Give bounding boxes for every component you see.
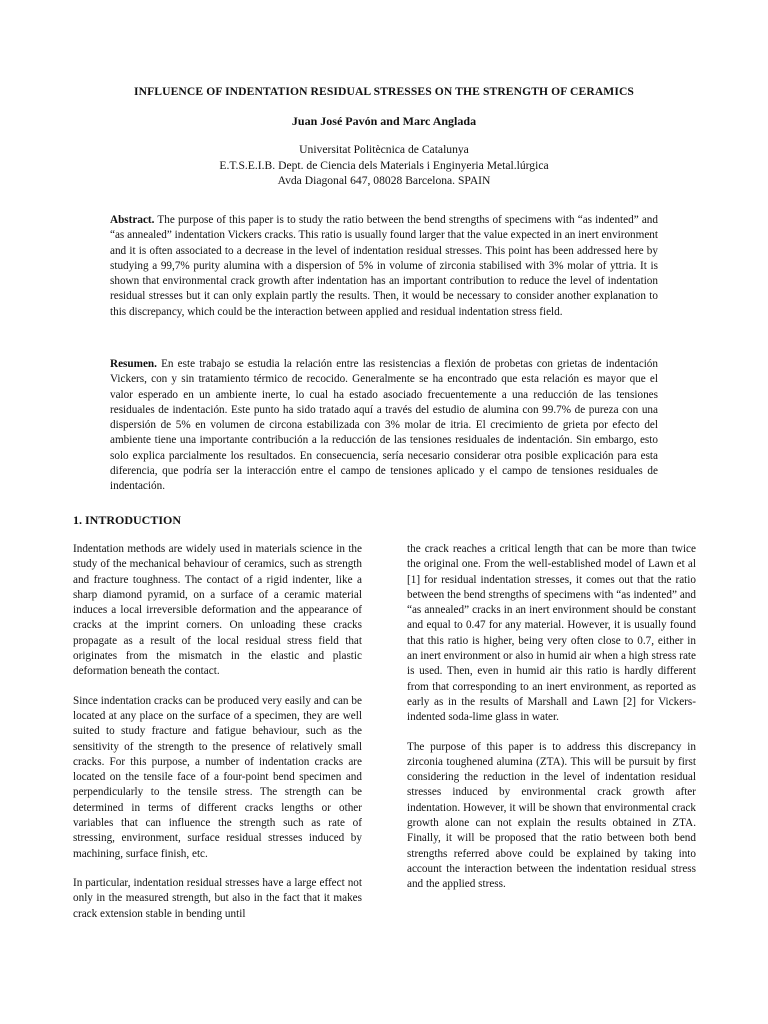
abstract-label: Abstract. [110,214,155,226]
paragraph: Indentation methods are widely used in materials science in the study of the mechanical behaviour of ceramics, such as strength and fracture toughness. The contact of a rigid indenter, like a sharp diamond pyramid, on a surface of a ceramic material induces a local irreversible deformation and the appearance of cracks at the imprint corners. On unloading these cracks propagate as a result of the local residual stress field that originates from the mismatch in the elastic and plastic deformation beneath the contact. [73,543,362,678]
resumen [110,357,658,495]
affiliation-department: E.T.S.E.I.B. Dept. de Ciencia dels Materials i Enginyeria Metal.lúrgica [219,158,549,172]
abstract-text: The purpose of this paper is to study the ratio between the bend strengths of specimens with “as indented” and “as annealed” indentation Vickers cracks. This ratio is usually found larger that the value expected in an inert environment and it is often associated to a decrease in the level of indentation residual stresses. This point has been addressed here by studying a 99,7% purity alumina with a dispersion of 5% in volume of zirconia stabilised with 3% molar of yttria. It is shown that environmental crack growth after indentation has an important contribution to reduce the level of indentation residual stresses but it can only explain partly the results. Then, it would be necessary to consider another explanation to this discrepancy, which could be the interaction between applied and residual indentation stress field. [110,214,658,318]
affiliation-university: Universitat Politècnica de Catalunya [299,143,469,156]
resumen-label: Resumen. [110,358,157,370]
right-column [407,542,696,907]
author-affiliation [60,142,708,189]
section-heading-introduction: 1. INTRODUCTION [73,513,182,527]
paragraph: The purpose of this paper is to address this discrepancy in zirconia toughened alumina (ZTA). This will be pursuit by first considering the reduction in the level of indentation residual stresses induced by environmental crack growth after indentation. However, it will be shown that environmental crack growth alone can not explain the results obtained in ZTA. Finally, it will be proposed that the ratio between both bend strengths referred above could be explained by taking into account the interaction between the indentation residual stress and the applied stress. [407,740,696,891]
paragraph: the crack reaches a critical length that can be more than twice the original one. From the well-established model of Lawn et al [1] for residual indentation stresses, it comes out that the ratio between the bend strengths of specimens with “as indented” and “as annealed” cracks in an inert environment should be constant and equal to 0.47 for any material. However, it is usually found that this ratio is higher, being very often close to 0.7, either in an inert environment or also in humid air when a high stress rate is used. Then, even in humid air this ratio is hardly different from that corresponding to an inert environment, as reported as early as in the results of Marshall and Lawn [2] for Vickers-indented soda-lime glass in water. [407,543,696,724]
left-column [73,542,362,936]
affiliation-address: Avda Diagonal 647, 08028 Barcelona. SPAIN [277,174,491,187]
resumen-text: En este trabajo se estudia la relación entre las resistencias a flexión de probetas con grietas de indentación Vickers, con y sin tratamiento térmico de recocido. Generalmente se ha encontrado que esta relación es mayor que el valor esperado en un ambiente inerte, lo cual ha estado asociado frecuentemente a una reducción de las tensiones residuales de indentación. Este punto ha sido tratado aquí a través del estudio de alumina con 99.7% de pureza con una dispersión de 5% en volumen de circona estabilizada con 3% molar de itria. El crecimiento de grieta por efecto del ambiente tiene una importante contribución a la reducción de las tensiones residuales de indentación. Sin embargo, esto solo explica parcialmente los resultados. En consecuencia, sería necesario considerar otra posible explicación para esta diferencia, que podría ser la interacción entre el campo de tensiones aplicado y el campo de tensiones residuales de indentación. [110,358,658,493]
abstract [110,213,658,320]
paper-authors: Juan José Pavón and Marc Anglada [291,114,477,128]
paper-title: INFLUENCE OF INDENTATION RESIDUAL STRESSES ON THE STRENGTH OF CERAMICS [134,85,634,98]
paragraph: Since indentation cracks can be produced very easily and can be located at any place on the surface of a specimen, they are well suited to study fracture and fatigue behaviour, such as the sensitivity of the strength to the presence of relatively small cracks. For this purpose, a number of indentation cracks are located on the tensile face of a four-point bend specimen and perpendicularly to the tensile stress. The strength can be determined in terms of different cracks lengths or other variables that can influence the strength such as rate of stressing, environment, surface residual stresses induced by machining, surface finish, etc. [73,694,362,860]
paragraph: In particular, indentation residual stresses have a large effect not only in the measured strength, but also in the fact that it makes crack extension stable in bending until [73,876,362,920]
